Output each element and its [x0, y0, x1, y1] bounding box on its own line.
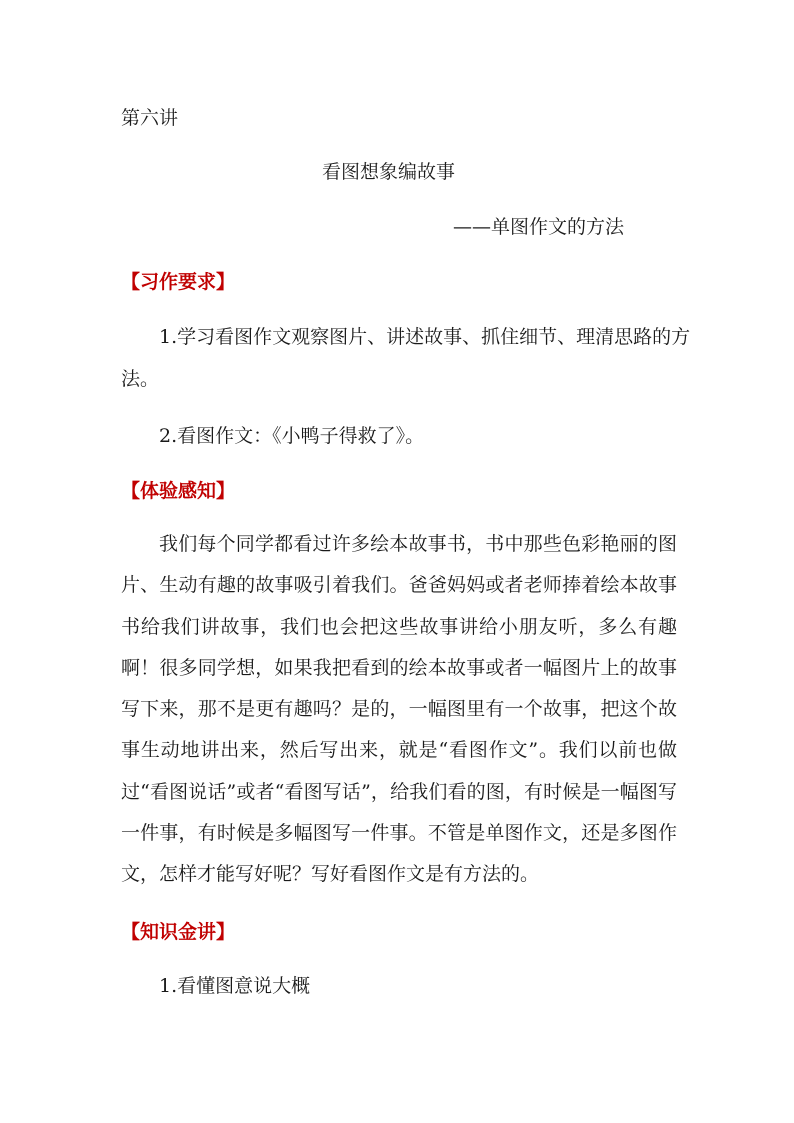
lecture-number: 第六讲	[121, 107, 179, 129]
requirement-item-1: 1.学习看图作文观察图片、讲述故事、抓住细节、理清思路的方	[159, 326, 691, 348]
section-heading-knowledge: 【知识金讲】	[121, 921, 236, 943]
page-title: 看图想象编故事	[322, 161, 456, 183]
section-heading-requirements: 【习作要求】	[121, 271, 236, 293]
section-heading-experience: 【体验感知】	[121, 480, 236, 502]
requirement-item-2: 2.看图作文：《小鸭子得救了》。	[159, 425, 425, 447]
experience-paragraph: 我们每个同学都看过许多绘本故事书，书中那些色彩艳丽的图片、生动有趣的故事吸引着我们。爸爸妈妈或者老师捧着绘本故事书给我们讲故事，我们也会把这些故事讲给小朋友听，多么有趣啊！很多同学想，如果我把看到的绘本故事或者一幅图片上的故事写下来，那不是更有趣吗？是的，一幅图里有一个故事，把这个故事生动地讲出来，然后写出来，就是“看图作文”。我们以前也做过“看图说话”或者“看图写话”，给我们看的图，有时候是一幅图写一件事，有时候是多幅图写一件事。不管是单图作文，还是多图作文，怎样才能写好呢？写好看图作文是有方法的。	[121, 533, 677, 886]
knowledge-item-1: 1.看懂图意说大概	[159, 975, 311, 997]
page-subtitle: ——单图作文的方法	[453, 216, 625, 238]
requirement-item-1-continued: 法。	[121, 368, 160, 390]
